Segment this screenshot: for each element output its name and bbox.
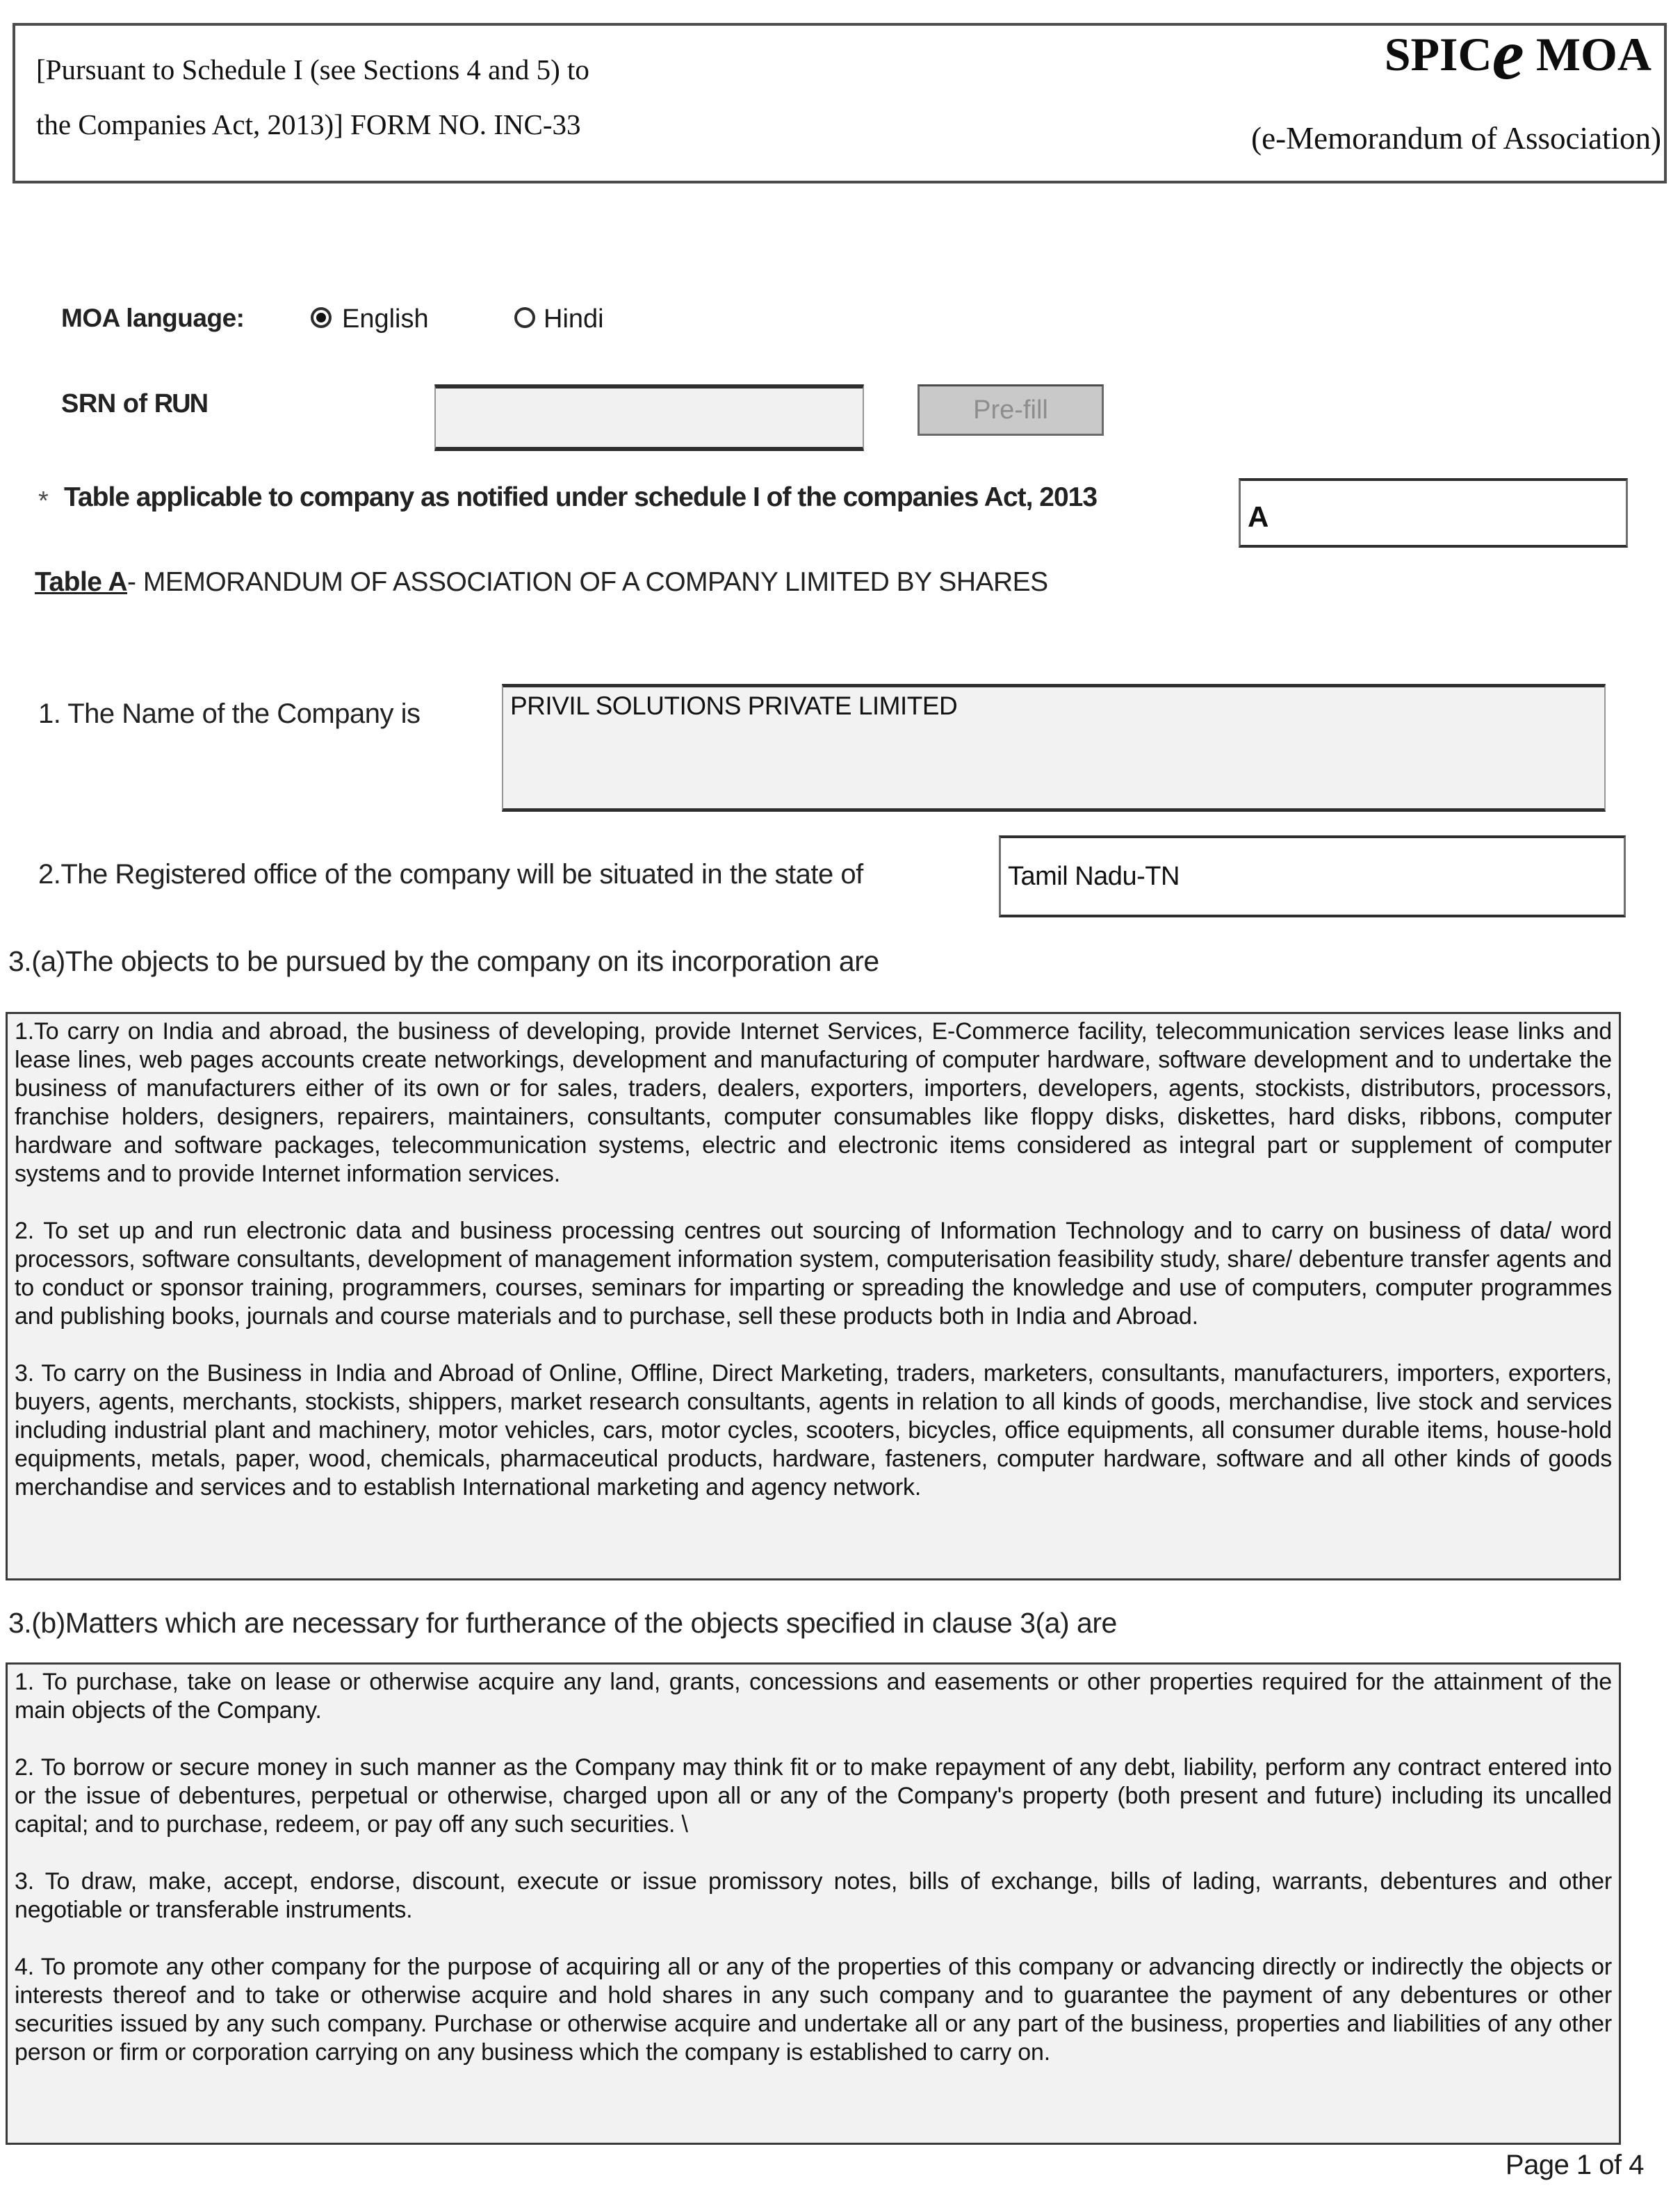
pursuant-line-2: the Companies Act, 2013)] FORM NO. INC-33 bbox=[36, 108, 581, 140]
table-a-heading-rest: - MEMORANDUM OF ASSOCIATION OF A COMPANY LIMITED BY SHARES bbox=[127, 567, 1048, 597]
registered-office-label: 2.The Registered office of the company will be situated in the state of bbox=[38, 859, 863, 890]
company-name-label: 1. The Name of the Company is bbox=[38, 698, 421, 729]
form-header bbox=[13, 15, 1667, 183]
state-input[interactable] bbox=[999, 835, 1626, 917]
objects-3b-paragraph-4: 4. To promote any other company for the purpose of acquiring all or any of the properties of this company or advancing directly or indirectly the objects or interests thereof and to take or otherwise acquire and hold shares in any such company and to guarantee the payment of any debentures or other securities issued by any such company. Purchase or otherwise acquire and undertake all or any part of the business, properties and liabilities of any other person or firm or corporation carrying on any business which the company is established to carry on. bbox=[15, 1954, 1612, 2066]
objects-3b-paragraph-1: 1. To purchase, take on lease or otherwise acquire any land, grants, concessions and easements or other properties required for the attainment of the main objects of the Company. bbox=[15, 1669, 1612, 1724]
prefill-button[interactable]: Pre-fill bbox=[918, 384, 1104, 436]
objects-3a-paragraph-3: 3. To carry on the Business in India and Abroad of Online, Offline, Direct Marketing, traders, marketers, consultants, manufacturers, importers, exporters, buyers, agents, merchants, stockists, shippers, market research consultants, agents in relation to all kinds of goods, merchandise, live stock and services including industrial plant and machinery, motor vehicles, cars, motor cycles, scooters, bicycles, office equipments, all consumer durable items, house-hold equipments, metals, paper, wood, chemicals, pharmaceutical products, hardware, fasteners, computer hardware, software and all other kinds of goods merchandise and services and to establish International marketing and agency network. bbox=[15, 1360, 1612, 1501]
brand-suffix: MOA bbox=[1524, 28, 1652, 81]
objects-3b-paragraph-3: 3. To draw, make, accept, endorse, discount, execute or issue promissory notes, bills of exchange, bills of lading, warrants, debentures and other negotiable or transferable instruments. bbox=[15, 1868, 1612, 1923]
moa-language-label: MOA language: bbox=[61, 304, 245, 332]
table-a-heading bbox=[35, 567, 1048, 598]
page-number: Page 1 of 4 bbox=[1505, 2150, 1644, 2180]
form-subtitle: (e-Memorandum of Association) bbox=[1251, 121, 1661, 156]
company-name-input[interactable] bbox=[502, 684, 1606, 812]
table-a-heading-bold: Table A bbox=[35, 567, 128, 597]
language-radio-hindi[interactable] bbox=[514, 307, 535, 328]
brand-prefix: SPIC bbox=[1384, 28, 1492, 81]
language-radio-english[interactable] bbox=[311, 307, 332, 328]
required-asterisk: * bbox=[38, 487, 49, 516]
srn-input-value bbox=[436, 389, 863, 397]
objects-3b-paragraph-2: 2. To borrow or secure money in such manner as the Company may think fit or to make repayment of any debt, liability, perform any contract entered into or the issue of debentures, perpetual or otherwise, charged upon all or any of the Company's property (both present and future) including its uncalled capital; and to purchase, redeem, or pay off any such securities. \ bbox=[15, 1754, 1612, 1838]
language-radio-english-label[interactable]: English bbox=[342, 304, 429, 334]
pursuant-line-1: [Pursuant to Schedule I (see Sections 4 and 5) to bbox=[36, 54, 589, 85]
objects-3b-textarea[interactable] bbox=[6, 1662, 1621, 2145]
company-name-value: PRIVIL SOLUTIONS PRIVATE LIMITED bbox=[510, 692, 958, 720]
state-value: Tamil Nadu-TN bbox=[1008, 861, 1180, 891]
table-applicable-value: A bbox=[1248, 500, 1269, 533]
spice-moa-logo bbox=[1384, 15, 1652, 95]
language-radio-hindi-label[interactable]: Hindi bbox=[544, 304, 604, 334]
objects-3a-heading: 3.(a)The objects to be pursued by the company on its incorporation are bbox=[8, 945, 879, 977]
objects-3a-paragraph-1: 1.To carry on India and abroad, the business of developing, provide Internet Services, E-Commerce facility, telecommunication services lease links and lease lines, web pages accounts create networkings, development and manufacturing of computer hardware, software development and to undertake the business of manufacturers either of its own or for sales, traders, dealers, exporters, importers, developers, agents, stockists, distributors, processors, franchise holders, designers, repairers, maintainers, consultants, computer consumables like floppy disks, diskettes, hard disks, ribbons, computer hardware and software packages, telecommunication systems, electric and electronic items considered as integral part or supplement of computer systems and to provide Internet information services. bbox=[15, 1018, 1612, 1187]
srn-of-run-label bbox=[61, 389, 207, 419]
table-applicable-input[interactable] bbox=[1239, 478, 1628, 548]
table-applicable-label: Table applicable to company as notified under schedule I of the companies Act, 2013 bbox=[64, 482, 1098, 512]
srn-input[interactable] bbox=[434, 384, 864, 451]
run-logo: RUN bbox=[154, 389, 208, 418]
objects-3b-heading: 3.(b)Matters which are necessary for furtherance of the objects specified in clause 3(a) are bbox=[8, 1607, 1117, 1639]
objects-3a-paragraph-2: 2. To set up and run electronic data and business processing centres out sourcing of Information Technology and to carry on business of data/ word processors, software consultants, development of management information system, computerisation feasibility study, share/ debenture transfer agents and to conduct or sponsor training, programmers, courses, seminars for imparting or spreading the knowledge and use of computers, computer programmes and publishing books, journals and course materials and to purchase, sell these products both in India and Abroad. bbox=[15, 1218, 1612, 1330]
srn-label-prefix: SRN of bbox=[61, 389, 154, 418]
objects-3a-textarea[interactable] bbox=[6, 1012, 1621, 1580]
brand-e: e bbox=[1492, 15, 1524, 95]
form-pursuant-text bbox=[36, 42, 589, 152]
